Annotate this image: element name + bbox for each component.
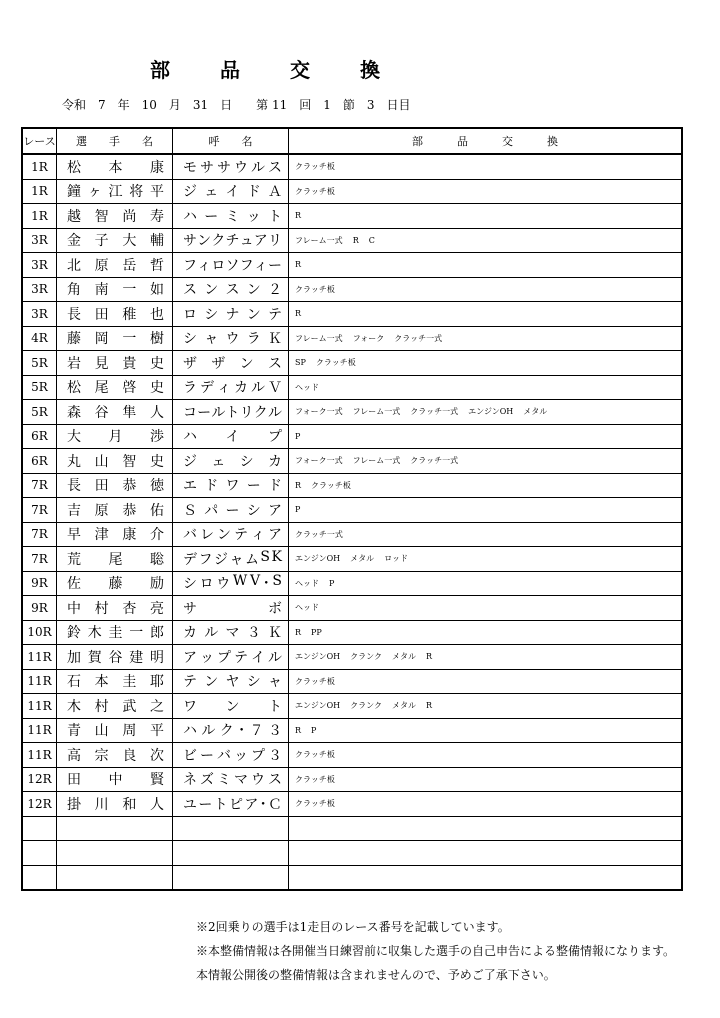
header-boat: 呼 名 [173,128,289,154]
racer-name-cell: 早 津 康 介 [57,522,173,547]
part-item: クラッチ板 [295,750,335,760]
part-item: クラッチ板 [295,284,335,294]
table-row [22,743,682,768]
part-item: クラッチ一式 [410,456,459,466]
part-item: クラッチ一式 [394,333,443,343]
parts-cell [289,498,683,523]
table-row [22,547,682,572]
racer-name-cell: 荒 尾 聡 [57,547,173,572]
boat-name-cell: サ ン ク チ ュ ア リ [173,228,289,253]
race-cell: 1R [22,154,57,179]
parts-cell [289,620,683,645]
part-item: R [352,235,359,245]
part-item: PP [311,627,322,637]
part-item: R [295,211,302,221]
part-item: R [295,260,302,270]
table-row [22,326,682,351]
title-char: 品 [220,58,240,82]
boat-name-cell: バ レ ン テ ィ ア [173,522,289,547]
racer-name-cell: 田 中 賢 [57,767,173,792]
part-item: メタル [391,701,416,711]
parts-cell [289,228,683,253]
parts-cell [289,375,683,400]
part-item: C [368,235,375,245]
part-item: エンジンOH [295,652,341,662]
racer-name-cell: 北 原 岳 哲 [57,253,173,278]
race-cell: 6R [22,449,57,474]
empty-row [22,865,682,890]
parts-cell [289,473,683,498]
table-row [22,253,682,278]
boat-name-cell: ロ シ ナ ン テ [173,302,289,327]
header-race: レース [22,128,57,154]
part-item: エンジンOH [468,407,514,417]
boat-name-cell: シ ャ ウ ラ Ｋ [173,326,289,351]
boat-name-cell: カ ル マ ３ Ｋ [173,620,289,645]
part-item: クラッチ板 [295,774,335,784]
parts-cell [289,154,683,179]
race-cell: 11R [22,645,57,670]
boat-name-cell: サ ボ [173,596,289,621]
parts-cell [289,718,683,743]
part-item: R [295,309,302,319]
boat-name-cell: ハ ー ミ ッ ト [173,204,289,229]
boat-name-cell: デ フ ジ ャ ム S K [173,547,289,572]
table-row [22,204,682,229]
date-line: 令和 7 年 10 月 31 日 第 11 回 1 節 3 日目 [62,98,411,112]
boat-name-cell: モ サ サ ウ ル ス [173,154,289,179]
race-cell: 3R [22,228,57,253]
parts-cell [289,792,683,817]
racer-name-cell: 丸 山 智 史 [57,449,173,474]
parts-cell [289,645,683,670]
racer-name-cell: 大 月 渉 [57,424,173,449]
part-item: R [425,701,433,711]
table-row [22,596,682,621]
part-item: R [295,480,302,490]
table-header-row [22,128,682,154]
race-cell: 6R [22,424,57,449]
parts-cell [289,326,683,351]
race-cell: 12R [22,792,57,817]
table-row [22,449,682,474]
racer-name-cell: 松 尾 啓 史 [57,375,173,400]
part-item: クラッチ板 [295,162,335,172]
part-item: メタル [523,407,548,417]
part-item: クラッチ板 [295,676,335,686]
race-cell: 4R [22,326,57,351]
racer-name-cell: 青 山 周 平 [57,718,173,743]
header-parts: 部 品 交 換 [289,128,683,154]
race-cell: 1R [22,204,57,229]
race-cell: 5R [22,400,57,425]
part-item: クラッチ一式 [410,407,459,417]
title-char: 交 [290,58,310,82]
note-2: ※本整備情報は各開催当日練習前に収集した選手の自己申告による整備情報になります。 [196,944,676,958]
part-item: R [425,652,433,662]
parts-cell [289,400,683,425]
part-item: エンジンOH [295,701,341,711]
table-row [22,302,682,327]
part-item: エンジンOH [295,554,341,564]
race-cell: 7R [22,473,57,498]
parts-cell [289,767,683,792]
part-item: P [295,505,301,515]
header-name: 選 手 名 [57,128,173,154]
parts-cell [289,253,683,278]
boat-name-cell: フ ィ ロ ソ フ ィ ー [173,253,289,278]
parts-cell [289,669,683,694]
racer-name-cell: 掛 川 和 人 [57,792,173,817]
racer-name-cell: 長 田 恭 徳 [57,473,173,498]
racer-name-cell: 鐘 ヶ 江 将 平 [57,179,173,204]
racer-name-cell: 木 村 武 之 [57,694,173,719]
race-cell: 1R [22,179,57,204]
racer-name-cell: 藤 岡 一 樹 [57,326,173,351]
boat-name-cell: ジ ェ イ ド Ａ [173,179,289,204]
part-item: P [329,578,335,588]
table-row [22,645,682,670]
part-item: クラッチ板 [295,186,335,196]
part-item: クラッチ板 [295,799,335,809]
part-item: クラッチ板 [315,358,356,368]
parts-cell [289,424,683,449]
parts-cell [289,694,683,719]
boat-name-cell: ジ ェ シ カ [173,449,289,474]
boat-name-cell: ア ッ プ テ イ ル [173,645,289,670]
racer-name-cell: 角 南 一 如 [57,277,173,302]
note-1: ※2回乗りの選手は1走目のレース番号を記載しています。 [196,920,510,934]
parts-cell [289,522,683,547]
part-item: フレーム一式 [295,235,343,245]
part-item: フレーム一式 [295,333,343,343]
boat-name-cell: ネ ズ ミ マ ウ ス [173,767,289,792]
race-cell: 9R [22,571,57,596]
title-char: 部 [150,58,170,82]
boat-name-cell: シ ロ ウ W V ･ S [173,571,289,596]
table-row [22,179,682,204]
racer-name-cell: 石 本 圭 耶 [57,669,173,694]
parts-cell [289,204,683,229]
empty-row [22,841,682,866]
race-cell: 12R [22,767,57,792]
boat-name-cell: ビ ー バ ッ プ ３ [173,743,289,768]
part-item: フレーム一式 [352,456,401,466]
boat-name-cell: ワ ン ト [173,694,289,719]
part-item: ヘッド [295,578,319,588]
part-item: ロッド [384,554,408,564]
boat-name-cell: テ ン ヤ シ ャ [173,669,289,694]
race-cell: 3R [22,253,57,278]
race-cell: 11R [22,669,57,694]
racer-name-cell: 森 谷 隼 人 [57,400,173,425]
table-row [22,620,682,645]
race-cell: 7R [22,547,57,572]
race-cell: 5R [22,351,57,376]
table-row [22,669,682,694]
table-row [22,351,682,376]
race-cell: 5R [22,375,57,400]
part-item: クラッチ一式 [295,529,343,539]
boat-name-cell: ス ン ス ン ２ [173,277,289,302]
table-row [22,473,682,498]
note-3: 本情報公開後の整備情報は含まれませんので、予めご了承下さい。 [196,968,556,982]
racer-name-cell: 松 本 康 [57,154,173,179]
race-cell: 3R [22,277,57,302]
part-item: クランク [350,701,382,711]
part-item: メタル [391,652,416,662]
racer-name-cell: 中 村 杏 亮 [57,596,173,621]
title-char: 換 [360,58,380,82]
parts-cell [289,743,683,768]
boat-name-cell: ユ ー ト ピ ア ･ Ｃ [173,792,289,817]
racer-name-cell: 岩 見 貴 史 [57,351,173,376]
table-row [22,424,682,449]
racer-name-cell: 越 智 尚 寿 [57,204,173,229]
parts-cell [289,547,683,572]
table-row [22,571,682,596]
race-cell: 10R [22,620,57,645]
race-cell: 3R [22,302,57,327]
part-item: R [295,627,302,637]
boat-name-cell: ハ イ プ [173,424,289,449]
race-cell: 11R [22,743,57,768]
racer-name-cell: 鈴 木 圭 一 郎 [57,620,173,645]
part-item: P [295,431,301,441]
parts-cell [289,449,683,474]
table-row [22,522,682,547]
racer-name-cell: 佐 藤 励 [57,571,173,596]
boat-name-cell: ラ デ ィ カ ル Ｖ [173,375,289,400]
parts-cell [289,571,683,596]
race-cell: 7R [22,522,57,547]
empty-row [22,816,682,841]
racer-name-cell: 加 賀 谷 建 明 [57,645,173,670]
part-item: フレーム一式 [352,407,401,417]
race-cell: 9R [22,596,57,621]
boat-name-cell: ザ ザ ン ス [173,351,289,376]
parts-cell [289,179,683,204]
racer-name-cell: 金 子 大 輔 [57,228,173,253]
table-row [22,718,682,743]
boat-name-cell: エ ド ワ ー ド [173,473,289,498]
table-row [22,792,682,817]
parts-exchange-table [21,127,683,891]
boat-name-cell: Ｓ パ ー シ ア [173,498,289,523]
page-title [150,54,380,83]
table-row [22,154,682,179]
parts-cell [289,596,683,621]
part-item: ヘッド [295,382,319,392]
part-item: クランク [350,652,382,662]
part-item: フォーク [352,333,385,343]
parts-cell [289,351,683,376]
table-row [22,694,682,719]
part-item: メタル [350,554,375,564]
part-item: R [295,725,302,735]
part-item: フォーク一式 [295,456,343,466]
boat-name-cell: ハ ル ク ･ ７ ３ [173,718,289,743]
table-row [22,375,682,400]
boat-name-cell: コ ー ル ト リ ク ル [173,400,289,425]
part-item: ヘッド [295,603,319,613]
racer-name-cell: 長 田 稚 也 [57,302,173,327]
part-item: P [311,725,317,735]
race-cell: 11R [22,694,57,719]
table-row [22,498,682,523]
table-row [22,767,682,792]
parts-cell [289,302,683,327]
table-row [22,277,682,302]
racer-name-cell: 高 宗 良 次 [57,743,173,768]
table-row [22,228,682,253]
part-item: フォーク一式 [295,407,343,417]
race-cell: 7R [22,498,57,523]
part-item: SP [295,358,306,368]
part-item: クラッチ板 [311,480,351,490]
parts-cell [289,277,683,302]
race-cell: 11R [22,718,57,743]
table-row [22,400,682,425]
racer-name-cell: 吉 原 恭 佑 [57,498,173,523]
